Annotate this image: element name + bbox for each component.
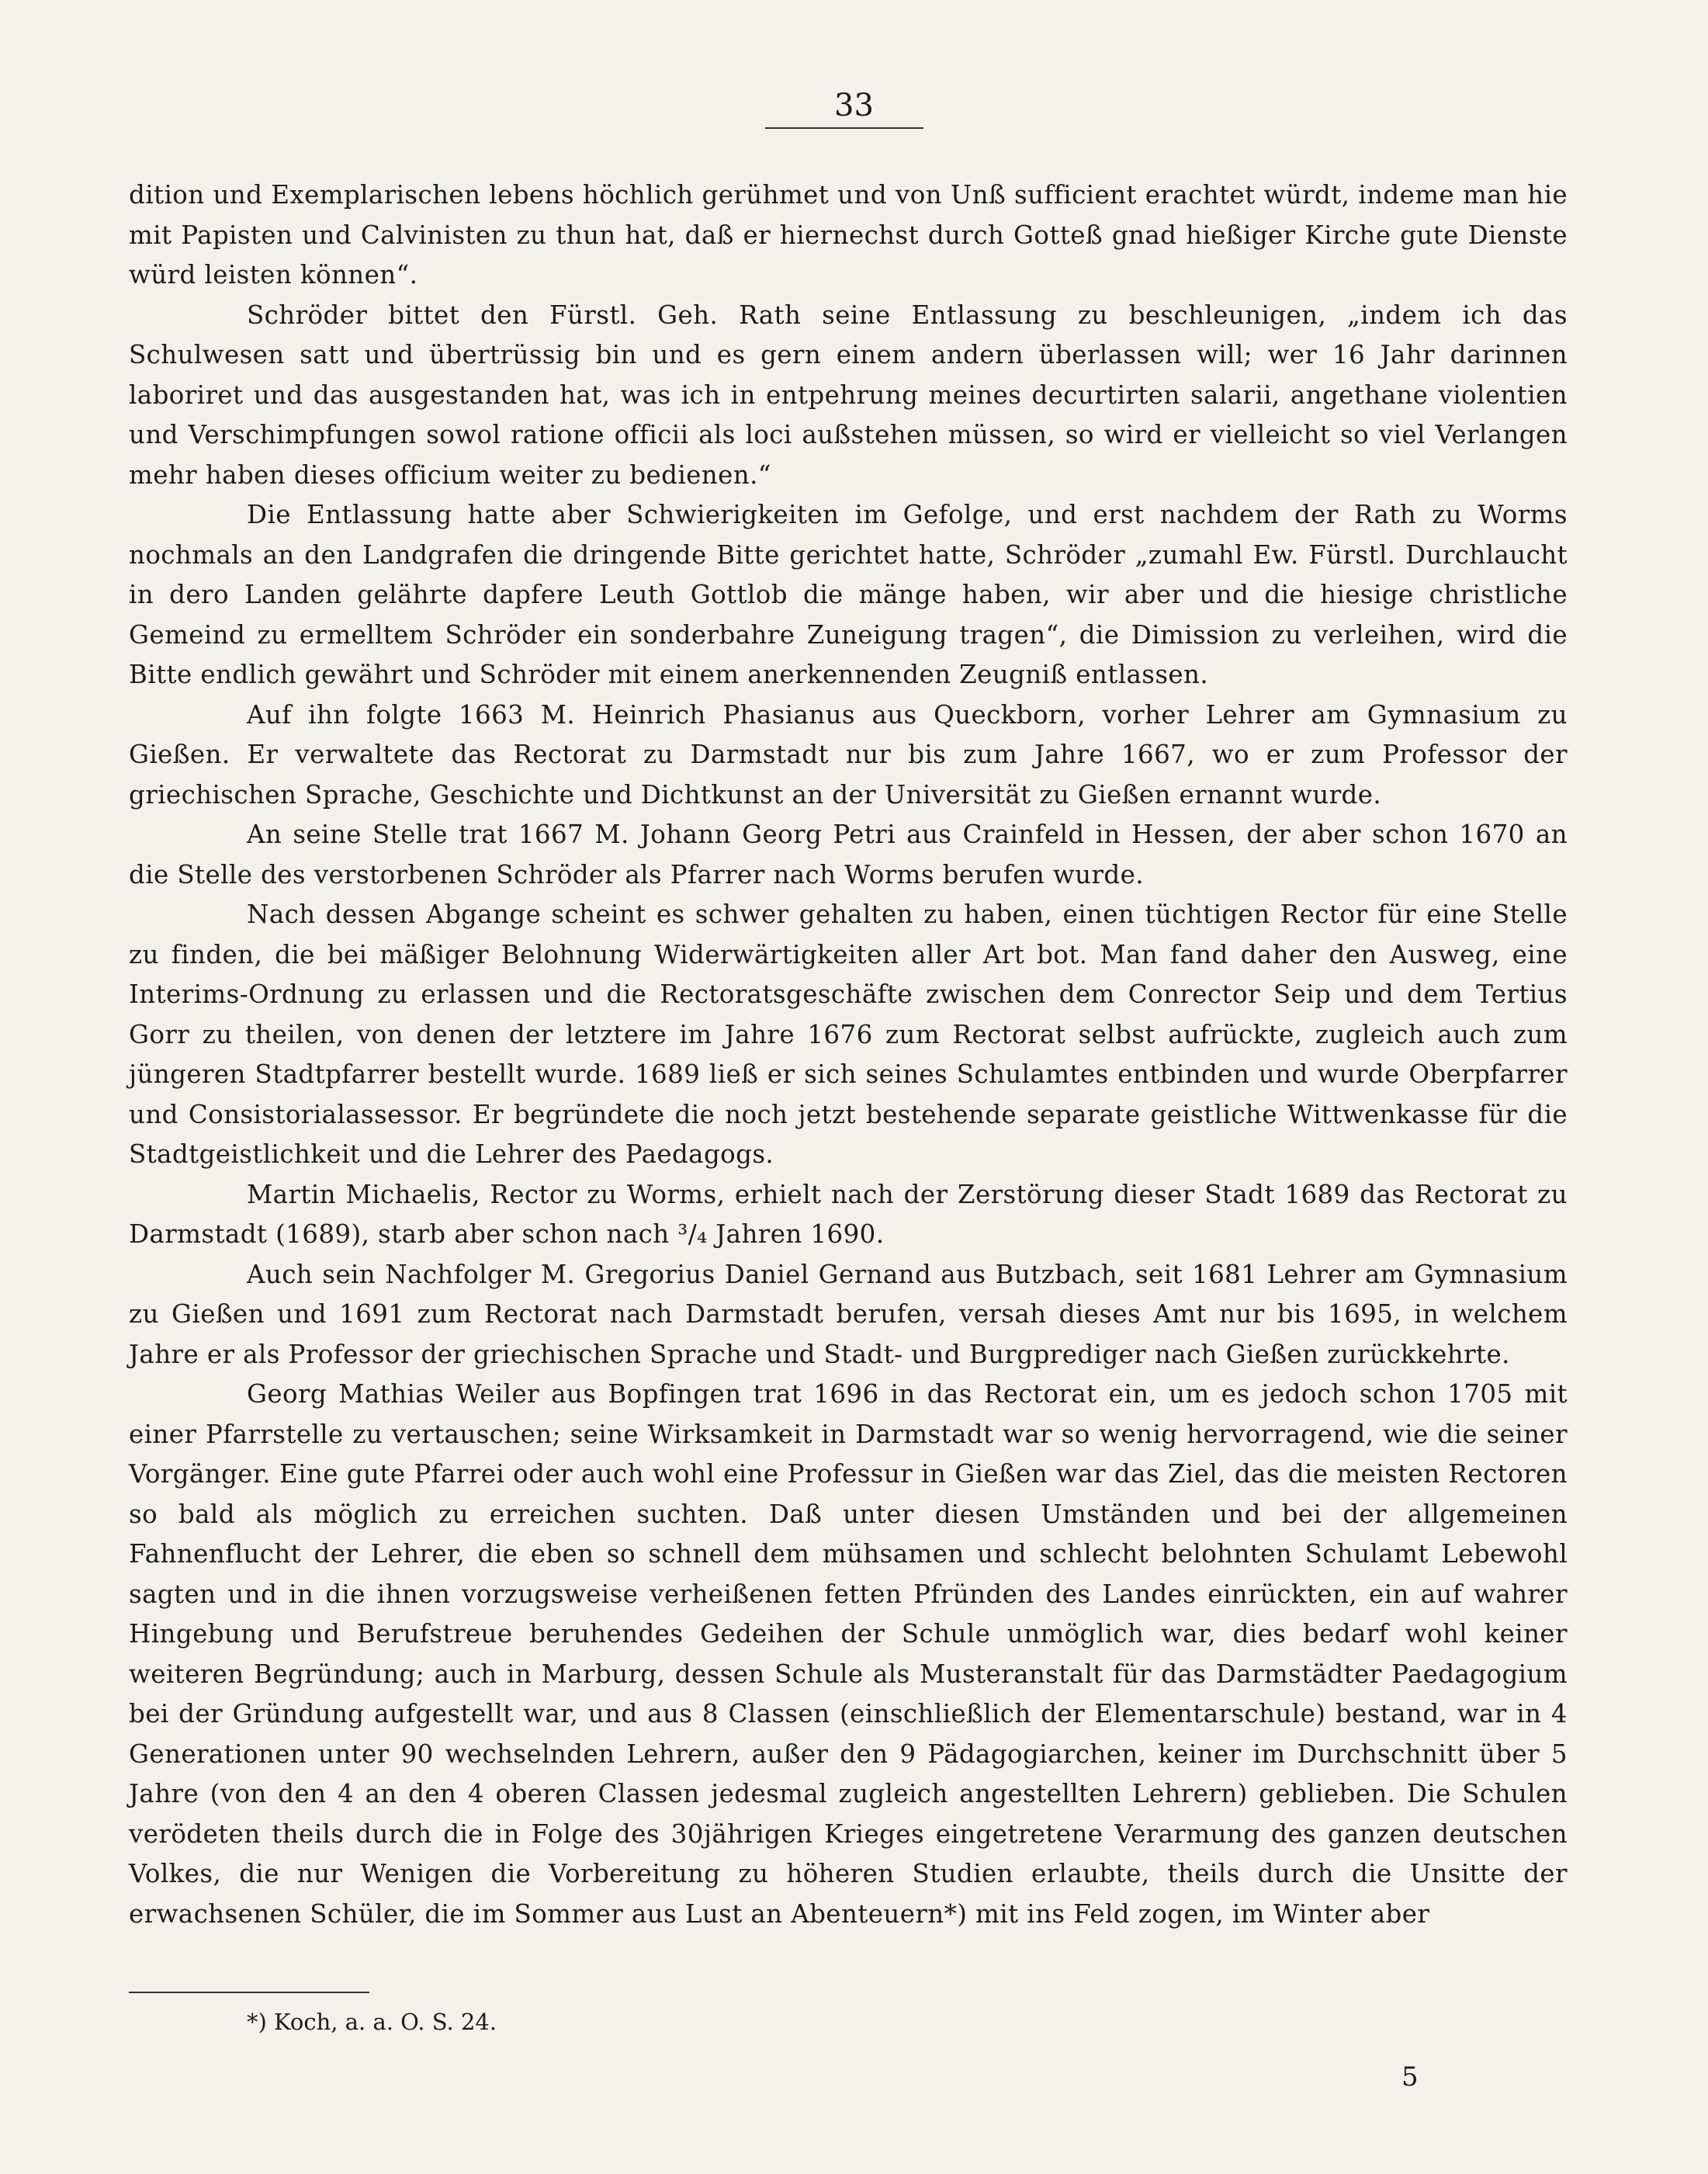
page-number: 33 xyxy=(834,88,874,123)
footnote-rule xyxy=(129,1992,369,1993)
paragraph-schroeder-resignation: Schröder bittet den Fürstl. Geh. Rath seine Entlassung zu beschleunigen, „indem ich das Schulwesen satt und übertrüssig bin und es gern einem andern überlassen will; wer 16 Jahr darinnen laboriret und das ausgestanden hat, was ich in entpehrung meines decurtirten salarii, angethane violentien und Verschimpfungen sowol ratione officii als loci außstehen müssen, so wird er vielleicht so viel Verlangen mehr haben dieses officium weiter zu bedienen.“ xyxy=(129,300,1568,490)
paragraph-continuation: dition und Exemplarischen lebens höchlich gerühmet und von Unß sufficient erachtet würdt, indeme man hie mit Papisten und Calvinisten zu thun hat, daß er hiernechst durch Gotteß gnad hießiger Kirche gute Dienste würd leisten können“. xyxy=(129,180,1568,290)
paragraph-dismissal: Die Entlassung hatte aber Schwierigkeiten im Gefolge, und erst nachdem der Rath zu Worms nochmals an den Landgrafen die dringende Bitte gerichtet hatte, Schröder „zumahl Ew. Fürstl. Durchlaucht in dero Landen gelährte dapfere Leuth Gottlob die mänge haben, wir aber und die hiesige christliche Gemeind zu ermelltem Schröder ein sonderbahre Zuneigung tragen“, die Dimission zu verleihen, wird die Bitte endlich gewährt und Schröder mit einem anerkennenden Zeugniß entlassen. xyxy=(129,500,1568,689)
paragraph-phasianus: Auf ihn folgte 1663 M. Heinrich Phasianus aus Queckborn, vorher Lehrer am Gymnasium zu Gießen. Er verwaltete das Rectorat zu Darmstadt nur bis zum Jahre 1667, wo er zum Professor der griechischen Sprache, Geschichte und Dichtkunst an der Universität zu Gießen ernannt wurde. xyxy=(129,699,1568,810)
paragraph-michaelis: Martin Michaelis, Rector zu Worms, erhielt nach der Zerstörung dieser Stadt 1689 das Rectorat zu Darmstadt (1689), starb aber schon nach ³/₄ Jahren 1690. xyxy=(129,1179,1568,1249)
sheet-signature-mark: 5 xyxy=(1401,2061,1419,2093)
header-rule xyxy=(765,127,923,129)
footnote: *) Koch, a. a. O. S. 24. xyxy=(247,2009,497,2035)
paragraph-gernand: Auch sein Nachfolger M. Gregorius Daniel Gernand aus Butzbach, seit 1681 Lehrer am Gymnasium zu Gießen und 1691 zum Rectorat nach Darmstadt berufen, versah dieses Amt nur bis 1695, in welchem Jahre er als Professor der griechischen Sprache und Stadt- und Burgprediger nach Gießen zurückkehrte. xyxy=(129,1259,1568,1369)
paragraph-weiler: Georg Mathias Weiler aus Bopfingen trat 1696 in das Rectorat ein, um es jedoch schon 1705 mit einer Pfarrstelle zu vertauschen; seine Wirksamkeit in Darmstadt war so wenig hervorragend, wie die seiner Vorgänger. Eine gute Pfarrei oder auch wohl eine Professur in Gießen war das Ziel, das die meisten Rectoren so bald als möglich zu erreichen suchten. Daß unter diesen Umständen und bei der allgemeinen Fahnenflucht der Lehrer, die eben so schnell dem mühsamen und schlecht belohnten Schulamt Lebewohl sagten und in die ihnen vorzugsweise verheißenen fetten Pfründen des Landes einrückten, ein auf wahrer Hingebung und Berufstreue beruhendes Gedeihen der Schule unmöglich war, dies bedarf wohl keiner weiteren Begründung; auch in Marburg, dessen Schule als Musteranstalt für das Darmstädter Paedagogium bei der Gründung aufgestellt war, und aus 8 Classen (einschließlich der Elementarschule) bestand, war in 4 Generationen unter 90 wechselnden Lehrern, außer den 9 Pädagogiarchen, keiner im Durchschnitt über 5 Jahre (von den 4 an den 4 oberen Classen jedesmal zugleich angestellten Lehrern) geblieben. Die Schulen verödeten theils durch die in Folge des 30jährigen Krieges eingetretene Verarmung des ganzen deutschen Volkes, die nur Wenigen die Vorbereitung zu höheren Studien erlaubte, theils durch die Unsitte der erwachsenen Schüler, die im Sommer aus Lust an Abenteuern*) mit ins Feld zogen, im Winter aber xyxy=(129,1379,1568,1929)
paragraph-petri: An seine Stelle trat 1667 M. Johann Georg Petri aus Crainfeld in Hessen, der aber schon 1670 an die Stelle des verstorbenen Schröder als Pfarrer nach Worms berufen wurde. xyxy=(129,820,1568,889)
paragraph-interim-order: Nach dessen Abgange scheint es schwer gehalten zu haben, einen tüchtigen Rector für eine Stelle zu finden, die bei mäßiger Belohnung Widerwärtigkeiten aller Art bot. Man fand daher den Ausweg, eine Interims-Ordnung zu erlassen und die Rectoratsgeschäfte zwischen dem Conrector Seip und dem Tertius Gorr zu theilen, von denen der letztere im Jahre 1676 zum Rectorat selbst aufrückte, zugleich auch zum jüngeren Stadtpfarrer bestellt wurde. 1689 ließ er sich seines Schulamtes entbinden und wurde Oberpfarrer und Consistorialassessor. Er begründete die noch jetzt bestehende separate geistliche Wittwenkasse für die Stadtgeistlichkeit und die Lehrer des Paedagogs. xyxy=(129,900,1568,1169)
body-text xyxy=(129,175,1568,1934)
